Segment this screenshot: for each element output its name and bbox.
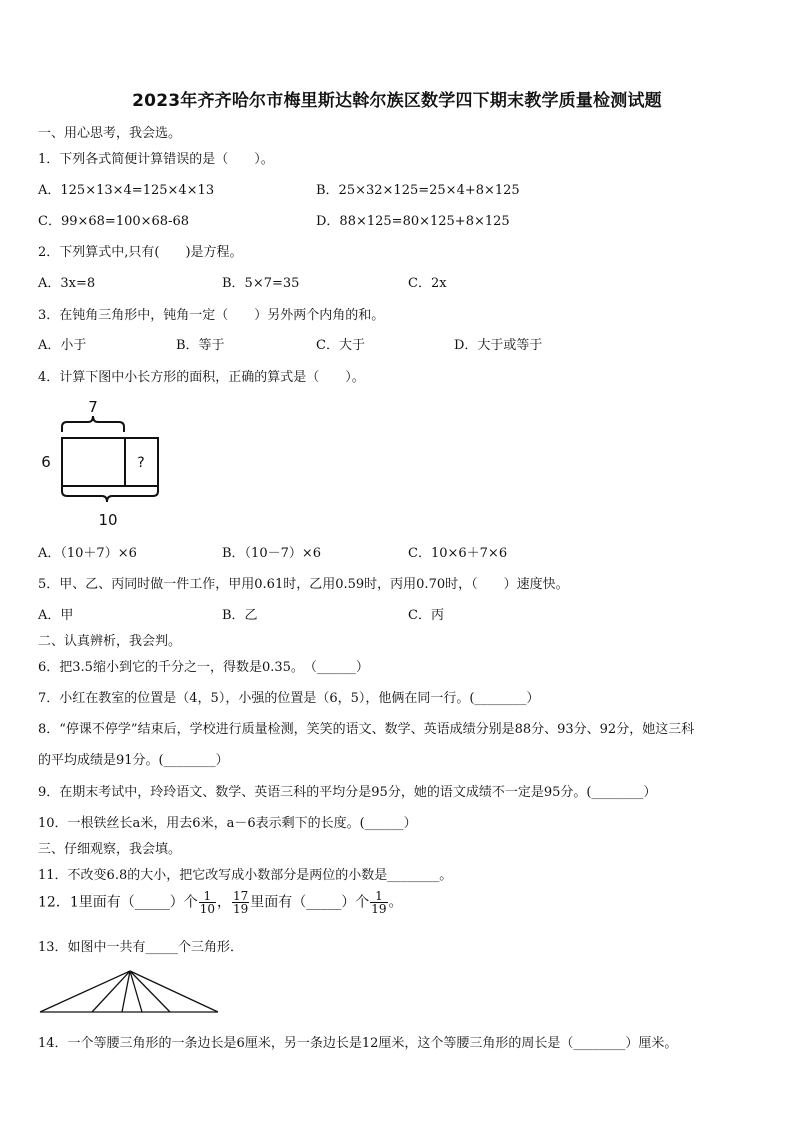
question-12-prefix: 12．1里面有（_____）个 — [38, 894, 198, 911]
question-2-option-c[interactable]: C．2x — [408, 276, 447, 291]
question-2-option-a[interactable]: A．3x=8 — [38, 276, 96, 291]
question-1-option-d[interactable]: D．88×125=80×125+8×125 — [316, 214, 510, 229]
question-4-option-b[interactable]: B．（10－7）×6 — [222, 546, 322, 561]
section-heading-2: 二、认真辨析，我会判。 — [38, 634, 182, 649]
question-8-line-2: 的平均成绩是91分。(________） — [38, 753, 229, 768]
section-heading-1: 一、用心思考，我会选。 — [38, 126, 182, 141]
question-7: 7．小红在教室的位置是（4，5），小强的位置是（6，5），他俩在同一行。(________） — [38, 691, 540, 706]
section-heading-3: 三、仔细观察，我会填。 — [38, 842, 182, 857]
question-4-stem: 4．计算下图中小长方形的面积，正确的算式是（ ）。 — [38, 370, 365, 385]
question-13: 13．如图中一共有_____个三角形． — [38, 940, 244, 955]
question-10: 10．一根铁丝长a米，用去6米，a－6表示剩下的长度。(______） — [38, 816, 417, 831]
question-1-stem: 1．下列各式简便计算错误的是（ ）。 — [38, 152, 274, 167]
triangle-fan-figure — [38, 968, 222, 1016]
question-2-option-b[interactable]: B．5×7=35 — [222, 276, 300, 291]
label-height: 6 — [41, 453, 51, 471]
label-top-width: 7 — [88, 398, 98, 416]
question-3-option-d[interactable]: D．大于或等于 — [454, 338, 543, 353]
fraction-1-10: $\frac{1}{10}$ — [199, 889, 216, 916]
rectangle-figure — [34, 392, 174, 532]
question-1-option-b[interactable]: B．25×32×125=25×4+8×125 — [316, 183, 520, 198]
question-2-stem: 2．下列算式中,只有( )是方程。 — [38, 245, 243, 260]
question-3-stem: 3．在钝角三角形中，钝角一定（ ）另外两个内角的和。 — [38, 308, 385, 323]
question-12-comma: ， — [217, 894, 232, 911]
question-5-option-c[interactable]: C．丙 — [408, 608, 444, 623]
question-5-option-a[interactable]: A．甲 — [38, 608, 74, 623]
question-8-line-1: 8．“停课不停学”结束后，学校进行质量检测，笑笑的语文、数学、英语成绩分别是88分、93分、92分，她这三科 — [38, 722, 695, 737]
question-5-option-b[interactable]: B．乙 — [222, 608, 258, 623]
question-1-option-a[interactable]: A．125×13×4=125×4×13 — [38, 183, 215, 198]
question-14: 14．一个等腰三角形的一条边长是6厘米，另一条边长是12厘米，这个等腰三角形的周长是（________）厘米。 — [38, 1036, 678, 1051]
question-11: 11．不改变6.8的大小，把它改写成小数部分是两位的小数是________。 — [38, 868, 453, 883]
question-4-option-c[interactable]: C．10×6＋7×6 — [408, 546, 508, 561]
question-3-option-b[interactable]: B．等于 — [176, 338, 225, 353]
question-12-end: 。 — [388, 894, 403, 911]
question-3-option-c[interactable]: C．大于 — [316, 338, 365, 353]
label-total-width: 10 — [98, 511, 118, 529]
question-6: 6．把3.5缩小到它的千分之一，得数是0.35。 （______） — [38, 660, 369, 675]
question-9: 9．在期末考试中，玲玲语文、数学、英语三科的平均分是95分，她的语文成绩不一定是95分。(________） — [38, 785, 657, 800]
label-unknown: ? — [137, 455, 145, 471]
question-5-stem: 5．甲、乙、丙同时做一件工作，甲用0.61时，乙用0.59时，丙用0.70时，（ ）速度快。 — [38, 577, 569, 592]
question-12-middle: 里面有（_____）个 — [250, 894, 370, 911]
fraction-17-19: $\frac{17}{19}$ — [233, 889, 249, 916]
page-title: 2023年齐齐哈尔市梅里斯达斡尔族区数学四下期末教学质量检测试题 — [132, 91, 662, 111]
fraction-1-19: $\frac{1}{19}$ — [371, 889, 387, 916]
question-12 — [38, 890, 403, 915]
question-1-option-c[interactable]: C．99×68=100×68-68 — [38, 214, 189, 229]
question-4-option-a[interactable]: A．（10＋7）×6 — [38, 546, 137, 561]
question-3-option-a[interactable]: A．小于 — [38, 338, 87, 353]
